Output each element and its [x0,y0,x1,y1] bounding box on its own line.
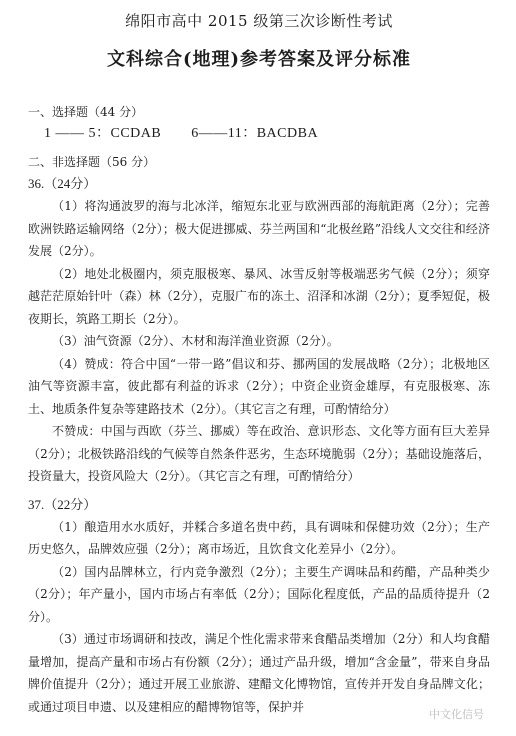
q36-answer-3: （3）油气资源（2分）、木材和海洋渔业资源（2分）。 [52,334,339,348]
q36-answer-4: （4）赞成：符合中国“一带一路”倡议和芬、挪两国的发展战略（2分）；北极地区油气等资源丰富，彼此都有利益的诉求（2分）；中资企业资金雄厚，有克服极寒、冻土、地质条件复杂等建路技术（2分）。（其它言之有理，可酌情给分） [28,356,490,416]
q36-answer-2: （2）地处北极圈内，须克服极寒、暴风、冰雪反射等极端恶劣气候（2分）；须穿越茫茫原始针叶（森）林（2分），克服广布的冻土、沼泽和冰湖（2分）；夏季短促，极夜期长，筑路工期长（2分）。 [28,266,490,326]
question-36-heading: 36.（24分） [28,176,97,191]
q37-answer-1: （1）酿造用水水质好，并糅合多道名贵中药，具有调味和保健功效（2分）；生产历史悠久，品牌效应强（2分）；离市场近，且饮食文化差异小（2分）。 [28,519,490,556]
answers-1-5: 1 —— 5：CCDAB [44,126,162,141]
q36-answer-1: （1）将沟通波罗的海与北冰洋，缩短东北亚与欧洲西部的海航距离（2分）；完善欧洲铁路运输网络（2分）；极大促进挪威、芬兰两国和“北极丝路”沿线人文交往和经济发展（2分）。 [28,199,490,258]
section2-heading: 二、非选择题（56 分） [28,155,156,169]
q36-answer-4-alt: 不赞成：中国与西欧（芬兰、挪威）等在政治、意识形态、文化等方面有巨大差异（2分）；北极铁路沿线的气候等自然条件恶劣，生态环境脆弱（2分）；基础设施落后，投资量大，投资风险大（2分）。（其它言之有理，可酌情给分） [28,424,490,483]
q37-answer-2: （2）国内品牌林立，行内竞争激烈（2分）；主要生产调味品和药醋，产品种类少（2分）；年产量小，国内市场占有率低（2分）；国际化程度低，产品的品质待提升（2分）。 [28,564,490,624]
exam-title: 绵阳市高中 2015 级第三次诊断性考试 [125,12,393,30]
section1-heading: 一、选择题（44 分） [28,105,144,119]
question-37-heading: 37.（22分） [28,496,97,512]
watermark: 中文化信号 [429,708,484,721]
answers-6-11: 6——11：BACDBA [191,126,319,141]
q37-answer-3: （3）通过市场调研和技改，满足个性化需求带来食醋品类增加（2分）和人均食醋量增加，提高产量和市场占有份额（2分）；通过产品升级，增加“含金量”，带来自身品牌价值提升（2分）；通过开展工业旅游、建醋文化博物馆，宣传并开发自身品牌文化；或通过项目申遗、以及建相应的醋博物馆等，保护并 [28,632,490,714]
multiple-choice-answers [28,123,490,145]
answer-key-title: 文科综合(地理)参考答案及评分标准 [106,49,412,70]
